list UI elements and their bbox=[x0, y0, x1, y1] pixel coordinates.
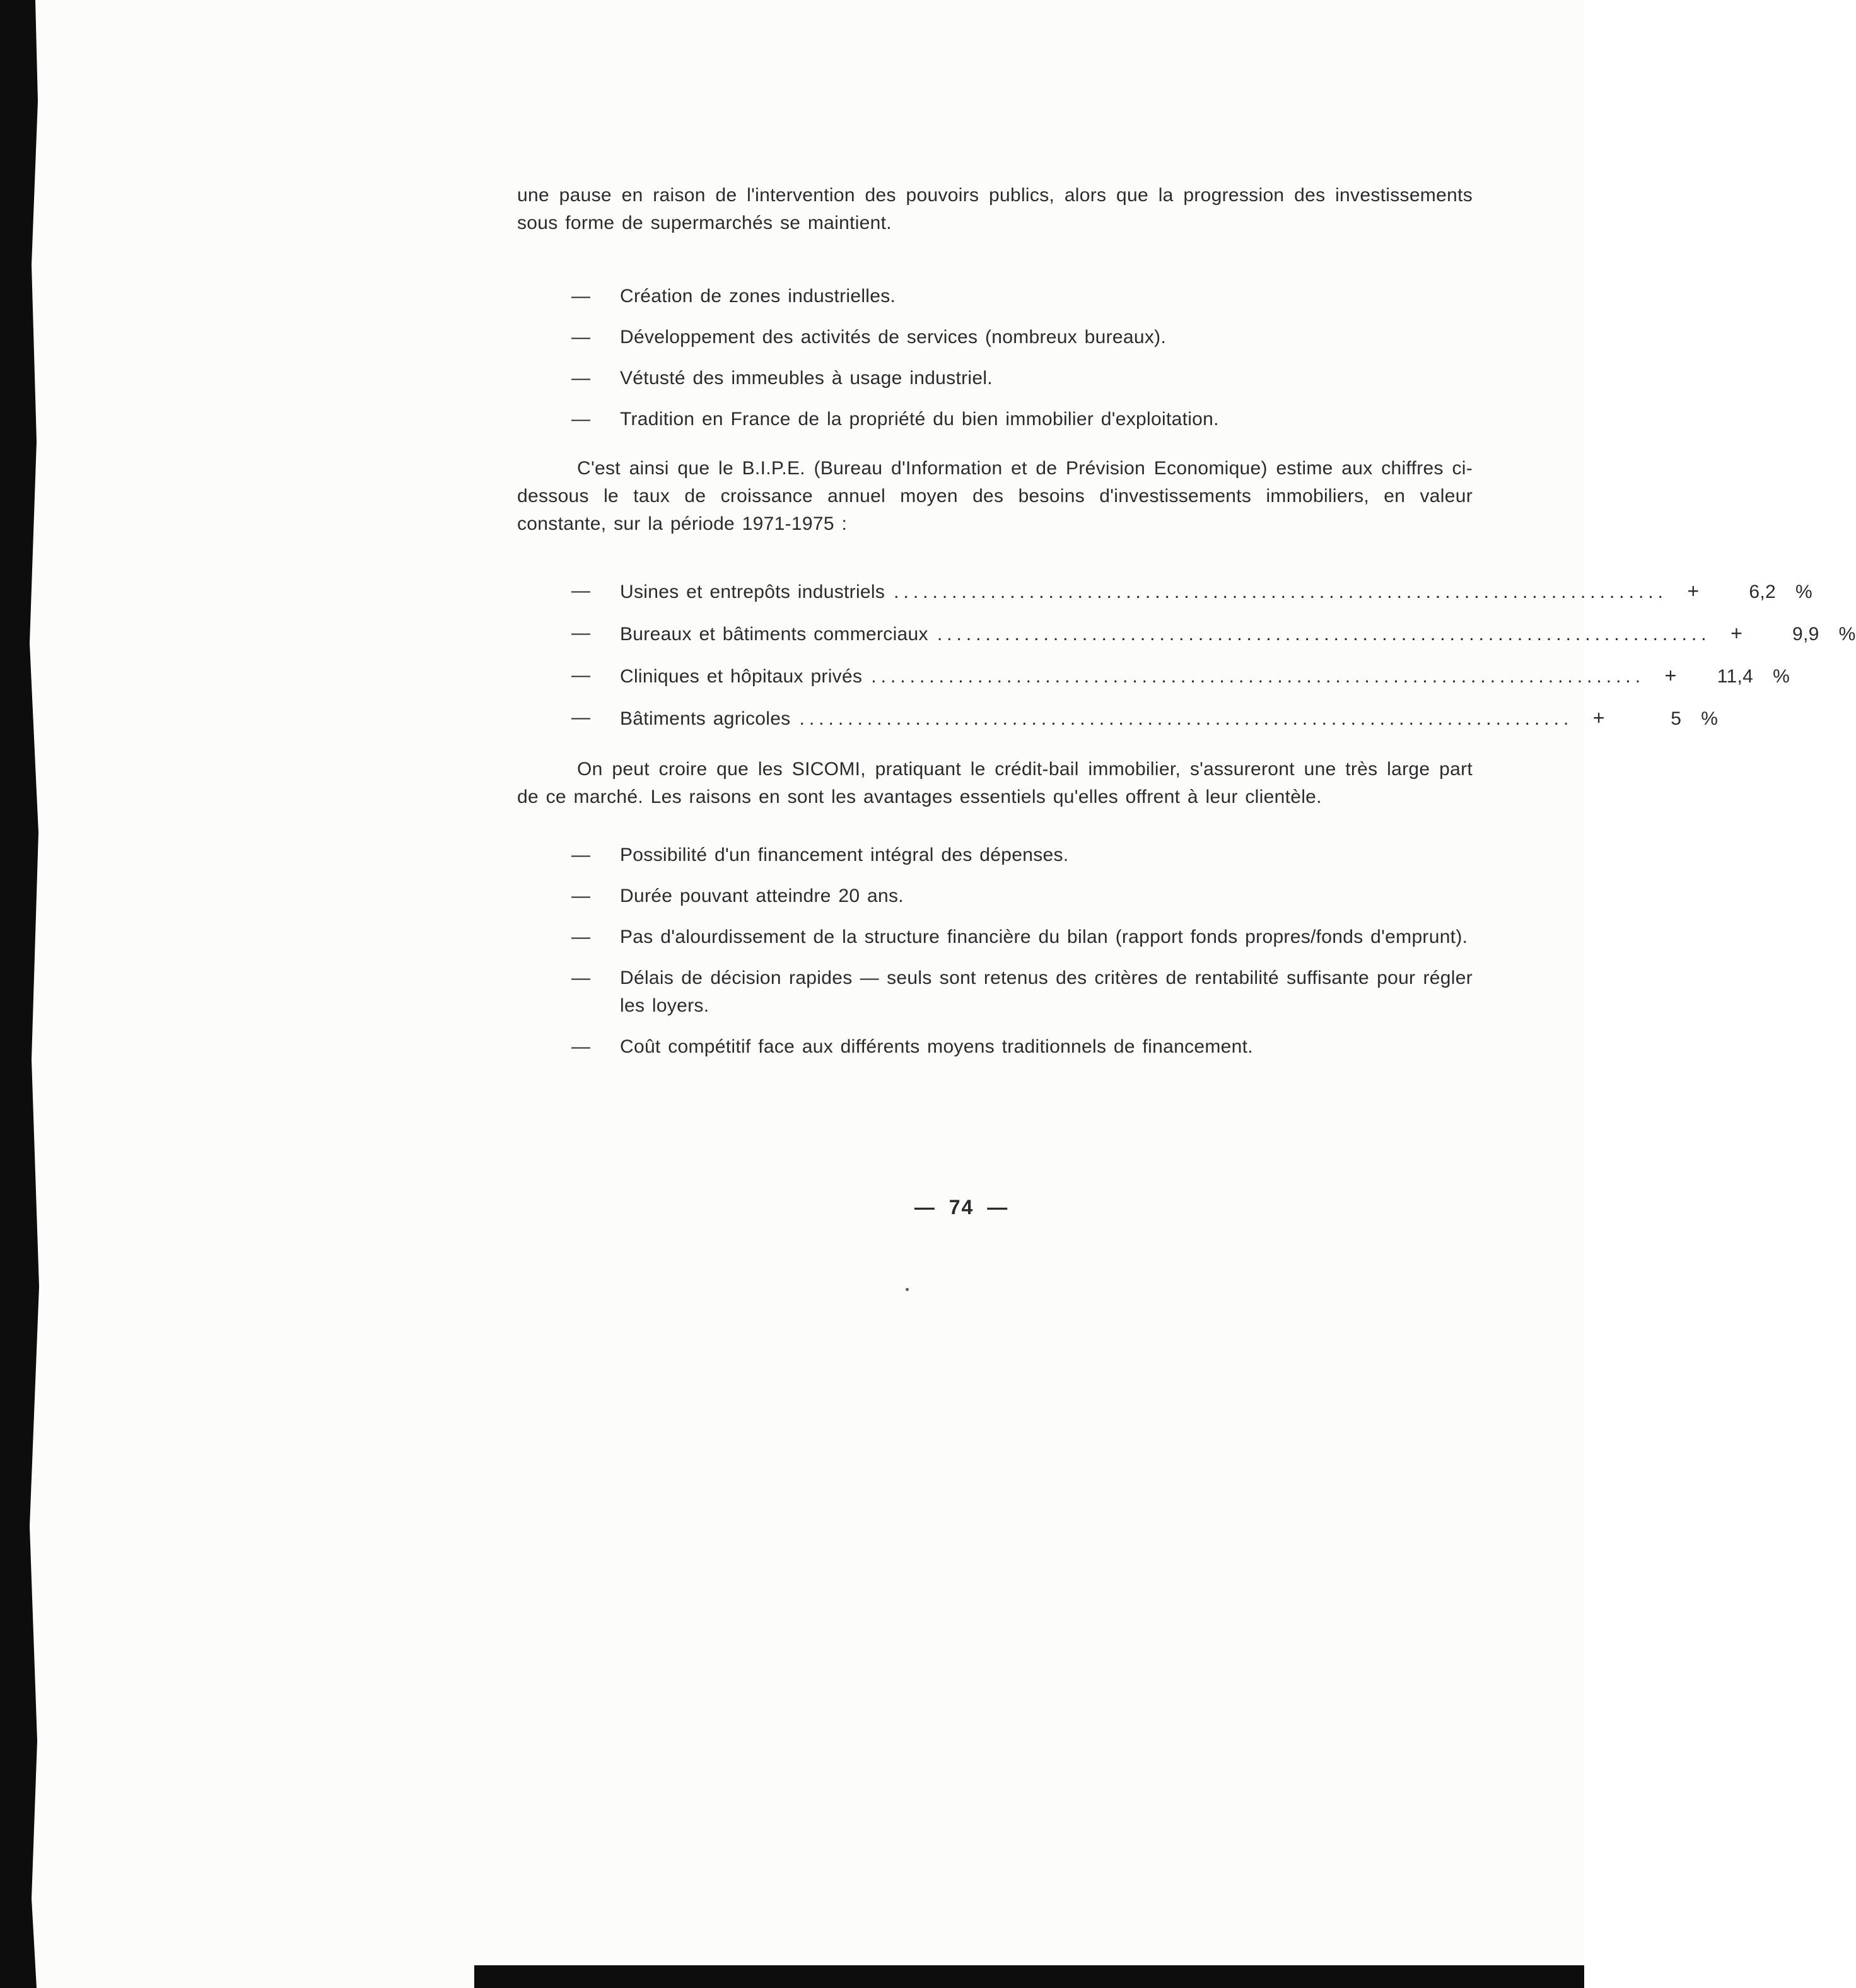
leader-dots: ................................................................................ bbox=[871, 666, 1645, 687]
leader-dots: ................................................................................ bbox=[937, 624, 1711, 645]
row-sign: + bbox=[1731, 622, 1743, 645]
growth-rate-table bbox=[517, 577, 1856, 733]
table-row bbox=[517, 577, 1812, 606]
row-label: Bâtiments agricoles bbox=[620, 708, 791, 729]
bullet-dash: — bbox=[571, 623, 591, 643]
row-unit: % bbox=[1795, 582, 1812, 602]
list-item bbox=[517, 923, 1473, 951]
intro-paragraph: une pause en raison de l'intervention des pouvoirs publics, alors que la progression des investissements sous forme de supermarchés se maintient. bbox=[517, 185, 1473, 233]
row-unit: % bbox=[1701, 708, 1719, 729]
list-item bbox=[517, 365, 1473, 392]
row-label: Cliniques et hôpitaux privés bbox=[620, 666, 863, 687]
list-item bbox=[517, 964, 1473, 1020]
list-item-text: Pas d'alourdissement de la structure financière du bilan (rapport fonds propres/fonds d'emprunt). bbox=[620, 927, 1468, 947]
row-unit: % bbox=[1773, 666, 1790, 687]
bullet-dash: — bbox=[571, 845, 591, 865]
scan-artifact-dot bbox=[906, 1288, 909, 1291]
bipe-paragraph: C'est ainsi que le B.I.P.E. (Bureau d'Information et de Prévision Economique) estime aux chiffres ci-dessous le taux de croissance annuel moyen des besoins d'investissements immobiliers, en valeur constante, sur la période 1971-1975 : bbox=[517, 458, 1473, 534]
row-value: 11,4 bbox=[1717, 666, 1754, 687]
bullet-dash: — bbox=[571, 327, 591, 348]
table-row bbox=[517, 662, 1790, 691]
left-scan-edge bbox=[0, 0, 44, 1988]
list-item bbox=[517, 882, 1473, 910]
leader-dots: ................................................................................ bbox=[894, 582, 1667, 602]
table-row bbox=[517, 704, 1719, 733]
row-label: Usines et entrepôts industriels bbox=[620, 582, 885, 602]
bullet-dash: — bbox=[571, 927, 591, 947]
row-label: Bureaux et bâtiments commerciaux bbox=[620, 624, 928, 645]
leader-dots: ................................................................................ bbox=[799, 708, 1573, 729]
bullet-dash: — bbox=[571, 286, 591, 307]
list-item-text: Possibilité d'un financement intégral des dépenses. bbox=[620, 845, 1069, 865]
bullet-dash: — bbox=[571, 968, 591, 988]
bullet-dash: — bbox=[571, 665, 591, 686]
list-item-text: Création de zones industrielles. bbox=[620, 286, 896, 307]
list-item-text: Durée pouvant atteindre 20 ans. bbox=[620, 886, 904, 906]
bullet-dash: — bbox=[571, 409, 591, 430]
list-item bbox=[517, 841, 1473, 869]
row-unit: % bbox=[1838, 624, 1856, 645]
bullet-dash: — bbox=[571, 368, 591, 389]
list-item-text: Coût compétitif face aux différents moyens traditionnels de financement. bbox=[620, 1036, 1253, 1057]
row-value: 6,2 bbox=[1749, 582, 1776, 602]
table-row bbox=[517, 619, 1856, 648]
list-item bbox=[517, 324, 1473, 351]
list-item bbox=[517, 406, 1473, 433]
bullet-dash: — bbox=[571, 707, 591, 728]
sicomi-paragraph: On peut croire que les SICOMI, pratiquant le crédit-bail immobilier, s'assureront une très large part de ce marché. Les raisons en sont les avantages essentiels qu'elles offrent à leur clientèle. bbox=[517, 759, 1473, 807]
list-item-text: Vétusté des immeubles à usage industriel. bbox=[620, 368, 993, 389]
list-item-text: Tradition en France de la propriété du bien immobilier d'exploitation. bbox=[620, 409, 1219, 430]
page-number: — 74 — bbox=[914, 1196, 1009, 1219]
row-value: 5 bbox=[1671, 708, 1682, 729]
bullet-dash: — bbox=[571, 1036, 591, 1057]
row-sign: + bbox=[1664, 664, 1677, 687]
row-value: 9,9 bbox=[1792, 624, 1819, 645]
list-item-text: Développement des activités de services (nombreux bureaux). bbox=[620, 327, 1167, 348]
bullet-dash: — bbox=[571, 580, 591, 601]
bottom-scan-edge bbox=[474, 1965, 1584, 1988]
list-item bbox=[517, 283, 1473, 310]
bullet-list-advantages bbox=[517, 841, 1473, 1061]
list-item-text: Délais de décision rapides — seuls sont retenus des critères de rentabilité suffisante pour régler les loyers. bbox=[620, 968, 1473, 1016]
bullet-dash: — bbox=[571, 886, 591, 906]
bullet-list-context bbox=[517, 283, 1473, 433]
text-block bbox=[517, 182, 1856, 1074]
row-sign: + bbox=[1687, 580, 1700, 602]
row-sign: + bbox=[1592, 706, 1605, 729]
list-item bbox=[517, 1033, 1473, 1061]
